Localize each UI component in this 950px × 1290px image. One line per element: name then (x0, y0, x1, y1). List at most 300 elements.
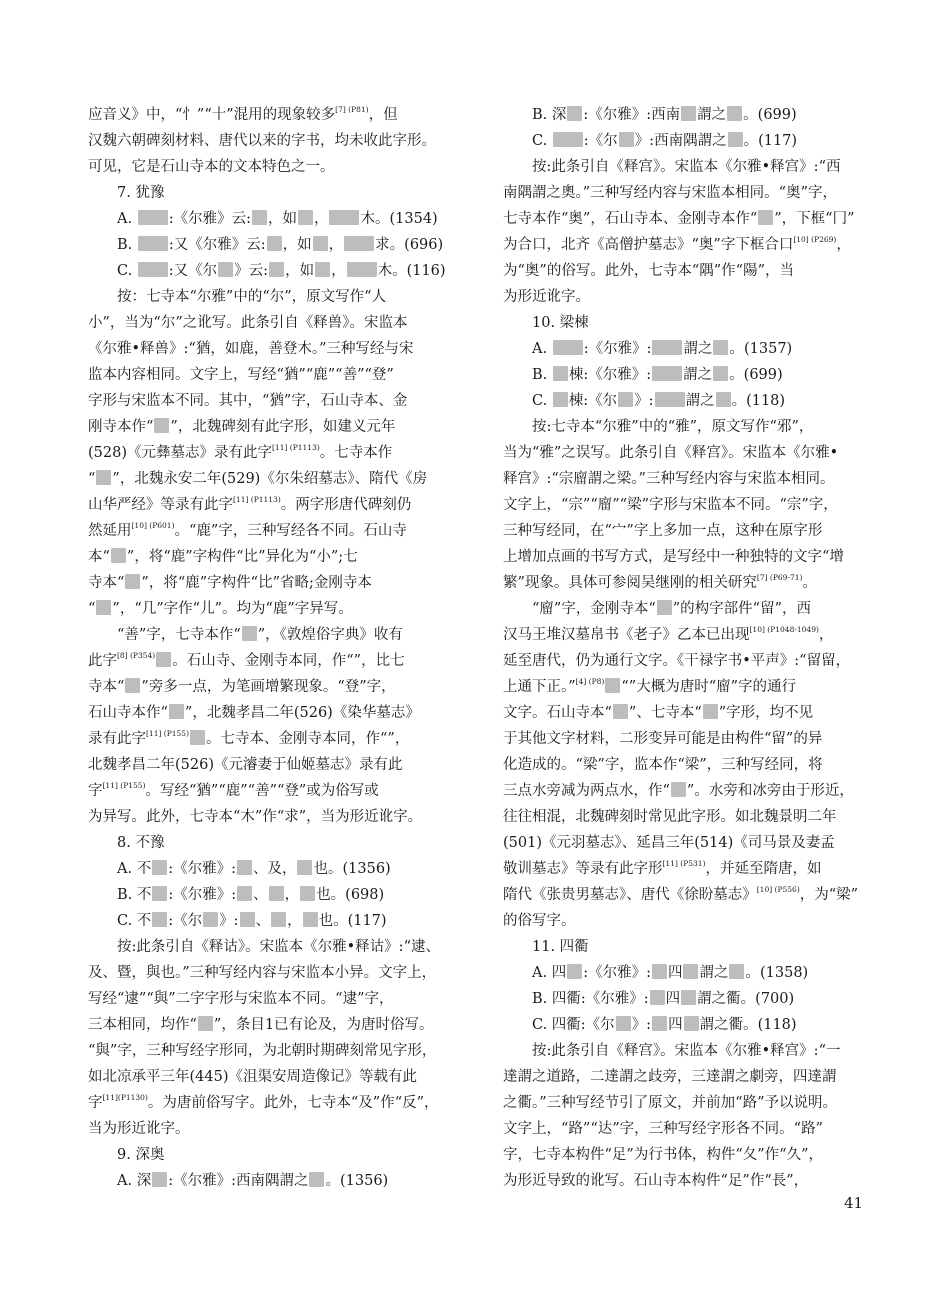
text-line (503, 544, 883, 570)
manuscript-glyph-image (619, 132, 634, 147)
text-run: “與”字，三种写经字形同，为北朝时期碑刻常见字形， (88, 1043, 437, 1059)
citation-ref: [7] (P69-71) (756, 573, 803, 582)
text-run: 、 (255, 913, 271, 929)
manuscript-glyph-image (618, 392, 633, 407)
manuscript-glyph-image (242, 626, 257, 641)
text-run: ， (284, 887, 300, 903)
text-run: 。两字形唐代碑刻仍 (280, 497, 412, 513)
text-run: 。(1357) (729, 341, 793, 357)
text-run: ”字形，均不见 (718, 705, 814, 721)
manuscript-glyph-image (298, 210, 313, 225)
text-run: 謂之 (697, 107, 727, 123)
text-line (503, 232, 883, 258)
text-line (503, 1168, 883, 1194)
text-line (503, 414, 883, 440)
citation-ref: [10] (P556) (756, 885, 800, 894)
text-run: 。(699) (743, 107, 797, 123)
text-line (88, 414, 466, 440)
text-line (503, 492, 883, 518)
manuscript-glyph-image (613, 704, 628, 719)
manuscript-glyph-image (152, 912, 167, 927)
text-run: 》: (219, 913, 239, 929)
manuscript-glyph-image (655, 392, 685, 407)
text-run: 刚寺本作“ (88, 419, 154, 435)
text-line (88, 804, 466, 830)
manuscript-glyph-image (567, 964, 582, 979)
manuscript-glyph-image (271, 912, 286, 927)
text-run: 。(118) (731, 393, 786, 409)
text-run: B. (117, 237, 137, 253)
manuscript-glyph-image (344, 236, 374, 251)
text-run: 录有此字 (88, 731, 146, 747)
text-run: 可见，它是石山寺本的文本特色之一。 (88, 159, 335, 175)
text-line (503, 882, 883, 908)
text-line (503, 1038, 883, 1064)
manuscript-glyph-image (652, 366, 682, 381)
manuscript-glyph-image (315, 262, 330, 277)
text-run: ”，《敦煌俗字典》收有 (257, 627, 403, 643)
text-run: 棟:《尔 (568, 393, 618, 409)
text-run: 。“鹿”字，三种写经各不同。石山寺 (174, 523, 407, 539)
text-line (88, 700, 466, 726)
text-run: “ (88, 601, 96, 617)
text-line (503, 180, 883, 206)
text-run: ， (287, 913, 302, 929)
manuscript-glyph-image (152, 1172, 167, 1187)
text-run: 四 (668, 1017, 683, 1033)
text-run: 。写经“猶”“鹿”“善”“登”或为俗写或 (145, 783, 379, 799)
text-line (503, 700, 883, 726)
text-run: 文字。石山寺本“ (503, 705, 612, 721)
text-run: 敬训墓志》等录有此字形 (503, 861, 663, 877)
manuscript-glyph-image (190, 730, 205, 745)
text-run: ”大概为唐时“廇”字的通行 (628, 679, 797, 695)
text-run: 七寺本作“奥”，石山寺本、金刚寺本作“ (503, 211, 758, 227)
text-run: 7. 犹豫 (117, 185, 165, 201)
text-run: 当为形近讹字。 (88, 1121, 190, 1137)
text-run: ，为“梁” (799, 887, 859, 903)
manuscript-glyph-image (237, 860, 252, 875)
manuscript-glyph-image (154, 418, 169, 433)
text-run: 按：七寺本“尔雅”中的“尔”，原文写作“人 (117, 289, 387, 305)
text-line (503, 596, 883, 622)
manuscript-glyph-image (329, 210, 359, 225)
manuscript-glyph-image (681, 106, 696, 121)
text-line (88, 284, 466, 310)
text-run: 字形与宋监本不同。其中，“猶”字，石山寺本、金 (88, 393, 408, 409)
text-run: 汉魏六朝碑刻材料、唐代以来的字书，均未收此字形。 (88, 133, 436, 149)
right-column (503, 102, 883, 1194)
manuscript-glyph-image (96, 600, 111, 615)
text-run: :《尔雅》云: (168, 211, 251, 227)
text-line (88, 934, 466, 960)
manuscript-glyph-image (138, 210, 168, 225)
text-line (88, 1038, 466, 1064)
text-line (503, 518, 883, 544)
text-line (88, 102, 466, 128)
text-line (503, 1116, 883, 1142)
manuscript-glyph-image (671, 782, 686, 797)
manuscript-glyph-image (650, 990, 665, 1005)
text-run: B. 四衢:《尔雅》: (532, 991, 649, 1007)
manuscript-glyph-image (727, 106, 742, 121)
text-run: 为形近导致的讹写。石山寺本构件“足”作“長”， (503, 1173, 809, 1189)
manuscript-glyph-image (309, 1172, 324, 1187)
text-line (88, 570, 466, 596)
text-run: :《尔 (583, 133, 618, 149)
text-line (88, 1168, 466, 1194)
citation-ref: [10] (P269) (793, 235, 837, 244)
manuscript-glyph-image (758, 210, 773, 225)
manuscript-glyph-image (553, 366, 568, 381)
text-run: “ (621, 679, 629, 695)
manuscript-glyph-image (125, 678, 140, 693)
text-run: :《尔雅》:西南 (583, 107, 681, 123)
citation-ref: [7] (P81) (335, 105, 369, 114)
text-line (88, 518, 466, 544)
citation-ref: [4] (P8) (575, 677, 605, 686)
text-run: 三点水旁减为两点水，作“ (503, 783, 670, 799)
text-run: ”，条目1已有论及，为唐时俗写。 (213, 1017, 434, 1033)
text-run: 也。(698) (316, 887, 385, 903)
text-run: C. 四衢:《尔 (532, 1017, 615, 1033)
text-run: 11. 四衢 (532, 939, 589, 955)
text-run: “廇”字，金刚寺本“ (532, 601, 656, 617)
text-run: 謂之衢。(700) (697, 991, 795, 1007)
text-run: 。(699) (729, 367, 783, 383)
text-run: 。 (802, 575, 817, 591)
text-run: 汉马王堆汉墓帛书《老子》乙本已出现 (503, 627, 750, 643)
text-line (503, 934, 883, 960)
text-run: 为合口，北齐《高僧护墓志》“奥”字下框合口 (503, 237, 794, 253)
manuscript-glyph-image (96, 470, 111, 485)
text-run: 四 (665, 991, 681, 1007)
text-run: 謂之衢。(118) (699, 1017, 797, 1033)
text-run: ”、七寺本“ (628, 705, 702, 721)
text-line (88, 232, 466, 258)
citation-ref: [11] (P155) (146, 729, 189, 738)
text-run: 10. 梁棟 (532, 315, 589, 331)
text-run: ，并延至隋唐，如 (705, 861, 822, 877)
text-run: 8. 不豫 (117, 835, 165, 851)
citation-ref: [11] (P155) (102, 781, 146, 790)
text-line (88, 544, 466, 570)
text-run: C. 不 (117, 913, 152, 929)
manuscript-glyph-image (138, 262, 168, 277)
manuscript-glyph-image (203, 912, 218, 927)
text-run: 木。(116) (377, 263, 446, 279)
manuscript-glyph-image (218, 262, 233, 277)
text-line (88, 258, 466, 284)
text-run: 为异写。此外，七寺本“木”作“求”，当为形近讹字。 (88, 809, 423, 825)
text-line (88, 1064, 466, 1090)
text-run: 。为唐前俗写字。此外，七寺本“及”作“反”， (147, 1095, 439, 1111)
text-run: ”，比七 (353, 653, 405, 669)
text-run: 、及， (252, 861, 297, 877)
text-run: 謂之 (683, 341, 713, 357)
text-run: A. (532, 341, 552, 357)
manuscript-glyph-image (657, 600, 672, 615)
text-run: ， (331, 263, 346, 279)
text-line (503, 1142, 883, 1168)
text-line (503, 154, 883, 180)
manuscript-glyph-image (684, 1016, 699, 1031)
manuscript-glyph-image (703, 704, 718, 719)
manuscript-glyph-image (713, 340, 728, 355)
text-run: 监本内容相同。文字上，写经“猶”“鹿”“善”“登” (88, 367, 394, 383)
text-line (503, 128, 883, 154)
citation-ref: [10] (P1048-1049) (749, 625, 819, 634)
text-line (88, 362, 466, 388)
text-line (503, 1012, 883, 1038)
text-line (503, 1064, 883, 1090)
text-run: 三种写经同，在“宀”字上多加一点，这种在原字形 (503, 523, 823, 539)
text-run: 》: (634, 393, 654, 409)
text-run: 》: (631, 1017, 652, 1033)
text-run: ”，将“鹿”字构件“比”异化为“小”;七 (126, 549, 358, 565)
text-run: 当为“雅”之误写。此条引自《释宫》。宋监本《尔雅• (503, 445, 839, 461)
manuscript-glyph-image (269, 886, 284, 901)
text-line (88, 1116, 466, 1142)
text-run: 按:七寺本“尔雅”中的“雅”，原文写作“邪”， (532, 419, 814, 435)
text-run: ”，北魏碑刻有此字形，如建义元年 (170, 419, 396, 435)
citation-ref: [10] (P601) (131, 521, 175, 530)
text-line (88, 882, 466, 908)
text-run: 延至唐代，仍为通行文字。《干禄字书•平声》:“留留， (503, 653, 851, 669)
text-run: :《尔雅》: (168, 861, 236, 877)
citation-ref: [11] (P1113) (233, 495, 281, 504)
text-run: ，如 (282, 237, 312, 253)
text-run: C. (532, 393, 552, 409)
text-run: C. (532, 133, 552, 149)
text-line (88, 154, 466, 180)
left-column (88, 102, 466, 1194)
citation-ref: [8] (P354) (117, 651, 156, 660)
text-run: 文字上，“路”“达”字，三种写经字形各不同。“路” (503, 1121, 823, 1137)
text-line (503, 284, 883, 310)
text-line (88, 388, 466, 414)
text-line (88, 440, 466, 466)
text-line (88, 596, 466, 622)
text-line (503, 388, 883, 414)
manuscript-glyph-image (567, 106, 582, 121)
text-run: ，如 (267, 211, 297, 227)
text-run: C. (117, 263, 137, 279)
text-line (88, 726, 466, 752)
text-run: 、 (253, 887, 268, 903)
manuscript-glyph-image (156, 652, 171, 667)
text-run: :又《尔雅》云: (168, 237, 266, 253)
text-line (88, 466, 466, 492)
text-line (503, 674, 883, 700)
text-line (503, 804, 883, 830)
text-run: 求。(696) (375, 237, 444, 253)
manuscript-glyph-image (553, 132, 583, 147)
text-run: 字 (88, 783, 103, 799)
text-run: 棟:《尔雅》: (568, 367, 652, 383)
text-run: 《尔雅•释兽》:“猶，如鹿，善登木。”三种写经与宋 (88, 341, 414, 357)
text-line (503, 336, 883, 362)
text-run: 此字 (88, 653, 117, 669)
text-line (503, 440, 883, 466)
manuscript-glyph-image (303, 912, 318, 927)
text-run: 謂之 (685, 393, 715, 409)
text-line (88, 856, 466, 882)
text-line (503, 726, 883, 752)
text-run: 写经“逮”“與”二字字形与宋监本不同。“逮”字， (88, 991, 394, 1007)
text-line (88, 778, 466, 804)
text-line (88, 622, 466, 648)
text-line (88, 310, 466, 336)
text-run: 按:此条引自《释宫》。宋监本《尔雅•释宫》:“西 (532, 159, 841, 175)
text-run: 然延用 (88, 523, 132, 539)
manuscript-glyph-image (347, 262, 377, 277)
text-run: 》:西南隅謂之 (634, 133, 727, 149)
manuscript-glyph-image (125, 574, 140, 589)
text-run: A. 不 (117, 861, 152, 877)
text-line (88, 206, 466, 232)
text-line (503, 960, 883, 986)
text-run: 释宫》:“宗廇謂之梁。”三种写经内容与宋监本相同。 (503, 471, 835, 487)
text-run: 为形近讹字。 (503, 289, 590, 305)
text-run: 謂之 (683, 367, 713, 383)
text-line (503, 752, 883, 778)
text-run: ， (313, 211, 329, 227)
text-line (503, 986, 883, 1012)
text-run: 隋代《张贵男墓志》、唐代《徐盼墓志》 (503, 887, 757, 903)
text-run: 石山寺本作“ (88, 705, 168, 721)
text-run: 三本相同，均作“ (88, 1017, 197, 1033)
text-run: 也。(1356) (313, 861, 391, 877)
text-run: ”，“几”字作“儿”。均为“鹿”字异写。 (112, 601, 353, 617)
text-line (88, 1142, 466, 1168)
text-run: “ (88, 471, 96, 487)
text-run: 四 (667, 965, 683, 981)
text-run: ”， (387, 731, 410, 747)
text-line (88, 128, 466, 154)
manuscript-glyph-image (728, 132, 743, 147)
text-line (88, 830, 466, 856)
text-run: A. 深 (117, 1173, 152, 1189)
text-line (503, 310, 883, 336)
text-run: (501)《元羽墓志》、延昌三年(514)《司马景及妻孟 (503, 835, 835, 851)
text-line (88, 986, 466, 1012)
text-run: :《尔雅》: (168, 887, 237, 903)
text-run: ”，北魏永安二年(529)《尔朱绍墓志》、隋代《房 (112, 471, 428, 487)
text-line (88, 674, 466, 700)
text-run: 寺本“ (88, 679, 125, 695)
text-run: ”，北魏孝昌二年(526)《染华墓志》 (184, 705, 420, 721)
manuscript-glyph-image (269, 262, 284, 277)
text-line (503, 1090, 883, 1116)
text-run: 。七寺本、金刚寺本同，作“ (206, 731, 388, 747)
text-run: 山华严经》等录有此字 (88, 497, 233, 513)
manuscript-glyph-image (681, 990, 696, 1005)
text-run: 按:此条引自《释宫》。宋监本《尔雅•释宫》:“一 (532, 1043, 841, 1059)
text-run: 寺本“ (88, 575, 125, 591)
text-line (503, 206, 883, 232)
text-line (503, 102, 883, 128)
manuscript-glyph-image (297, 860, 312, 875)
text-run: 的俗写字。 (503, 913, 576, 929)
text-run: 北魏孝昌二年(526)《元濬妻于仙姬墓志》录有此 (88, 757, 403, 773)
text-run: 。(1358) (745, 965, 809, 981)
text-run: :又《尔 (168, 263, 218, 279)
manuscript-glyph-image (300, 886, 315, 901)
text-run: ”，将“鹿”字构件“比”省略;金刚寺本 (141, 575, 372, 591)
text-run: (528)《元彝墓志》录有此字 (88, 445, 272, 461)
text-line (503, 908, 883, 934)
page-number: 41 (844, 1194, 864, 1212)
manuscript-glyph-image (237, 886, 252, 901)
text-run: 于其他文字材料，二形变异可能是由构件“留”的异 (503, 731, 823, 747)
text-run: 上通下正。” (503, 679, 576, 695)
manuscript-glyph-image (240, 912, 255, 927)
text-run: 也。(117) (318, 913, 387, 929)
text-line (503, 856, 883, 882)
text-line (503, 258, 883, 284)
text-run: :《尔雅》: (583, 965, 651, 981)
citation-ref: [11] (P531) (662, 859, 706, 868)
text-line (88, 1012, 466, 1038)
manuscript-glyph-image (198, 1016, 213, 1031)
text-run: 。石山寺、金刚寺本同，作“ (172, 653, 354, 669)
text-run: 上增加点画的书写方式，是写经中一种独特的文字“增 (503, 549, 844, 565)
text-run: 字 (88, 1095, 103, 1111)
text-run: 按:此条引自《释诂》。宋监本《尔雅•释诂》:“逮、 (117, 939, 440, 955)
citation-ref: [11] (P1113) (272, 443, 320, 452)
text-run: 》云: (234, 263, 269, 279)
text-line (88, 1090, 466, 1116)
manuscript-glyph-image (616, 1016, 631, 1031)
text-run: 应音义》中，“忄”“十”混用的现象较多 (88, 107, 336, 123)
text-line (88, 908, 466, 934)
manuscript-glyph-image (683, 964, 698, 979)
text-line (88, 648, 466, 674)
manuscript-glyph-image (553, 392, 568, 407)
text-line (503, 362, 883, 388)
text-run: ，但 (368, 107, 398, 123)
manuscript-glyph-image (252, 210, 267, 225)
text-run: ，如 (285, 263, 315, 279)
text-run: B. 深 (532, 107, 567, 123)
text-run: 南隅謂之奧。”三种写经内容与宋监本相同。“奥”字， (503, 185, 837, 201)
text-run: 文字上，“宗”“廇”“梁”字形与宋监本不同。“宗”字， (503, 497, 838, 513)
text-line (88, 336, 466, 362)
text-run: “善”字，七寺本作“ (117, 627, 241, 643)
text-run: :《尔 (168, 913, 203, 929)
text-run: 。(1356) (325, 1173, 389, 1189)
manuscript-glyph-image (729, 964, 744, 979)
text-line (503, 466, 883, 492)
text-run: 木。(1354) (360, 211, 438, 227)
text-run: 如北凉承平三年(445)《沮渠安周造像记》等载有此 (88, 1069, 417, 1085)
manuscript-glyph-image (169, 704, 184, 719)
text-run: 小”，当为“尔”之讹写。此条引自《释兽》。宋监本 (88, 315, 408, 331)
text-line (88, 752, 466, 778)
citation-ref: [11](P1130) (102, 1093, 148, 1102)
text-line (503, 570, 883, 596)
text-run: :《尔雅》:西南隅謂之 (168, 1173, 309, 1189)
text-run: 为“奥”的俗写。此外，七寺本“隅”作“陽”，当 (503, 263, 794, 279)
manuscript-glyph-image (313, 236, 328, 251)
manuscript-glyph-image (152, 860, 167, 875)
text-run: ”。水旁和冰旁由于形近， (686, 783, 854, 799)
manuscript-glyph-image (652, 1016, 667, 1031)
text-run: 9. 深奥 (117, 1147, 165, 1163)
text-run: ， (818, 627, 834, 643)
text-line (503, 830, 883, 856)
